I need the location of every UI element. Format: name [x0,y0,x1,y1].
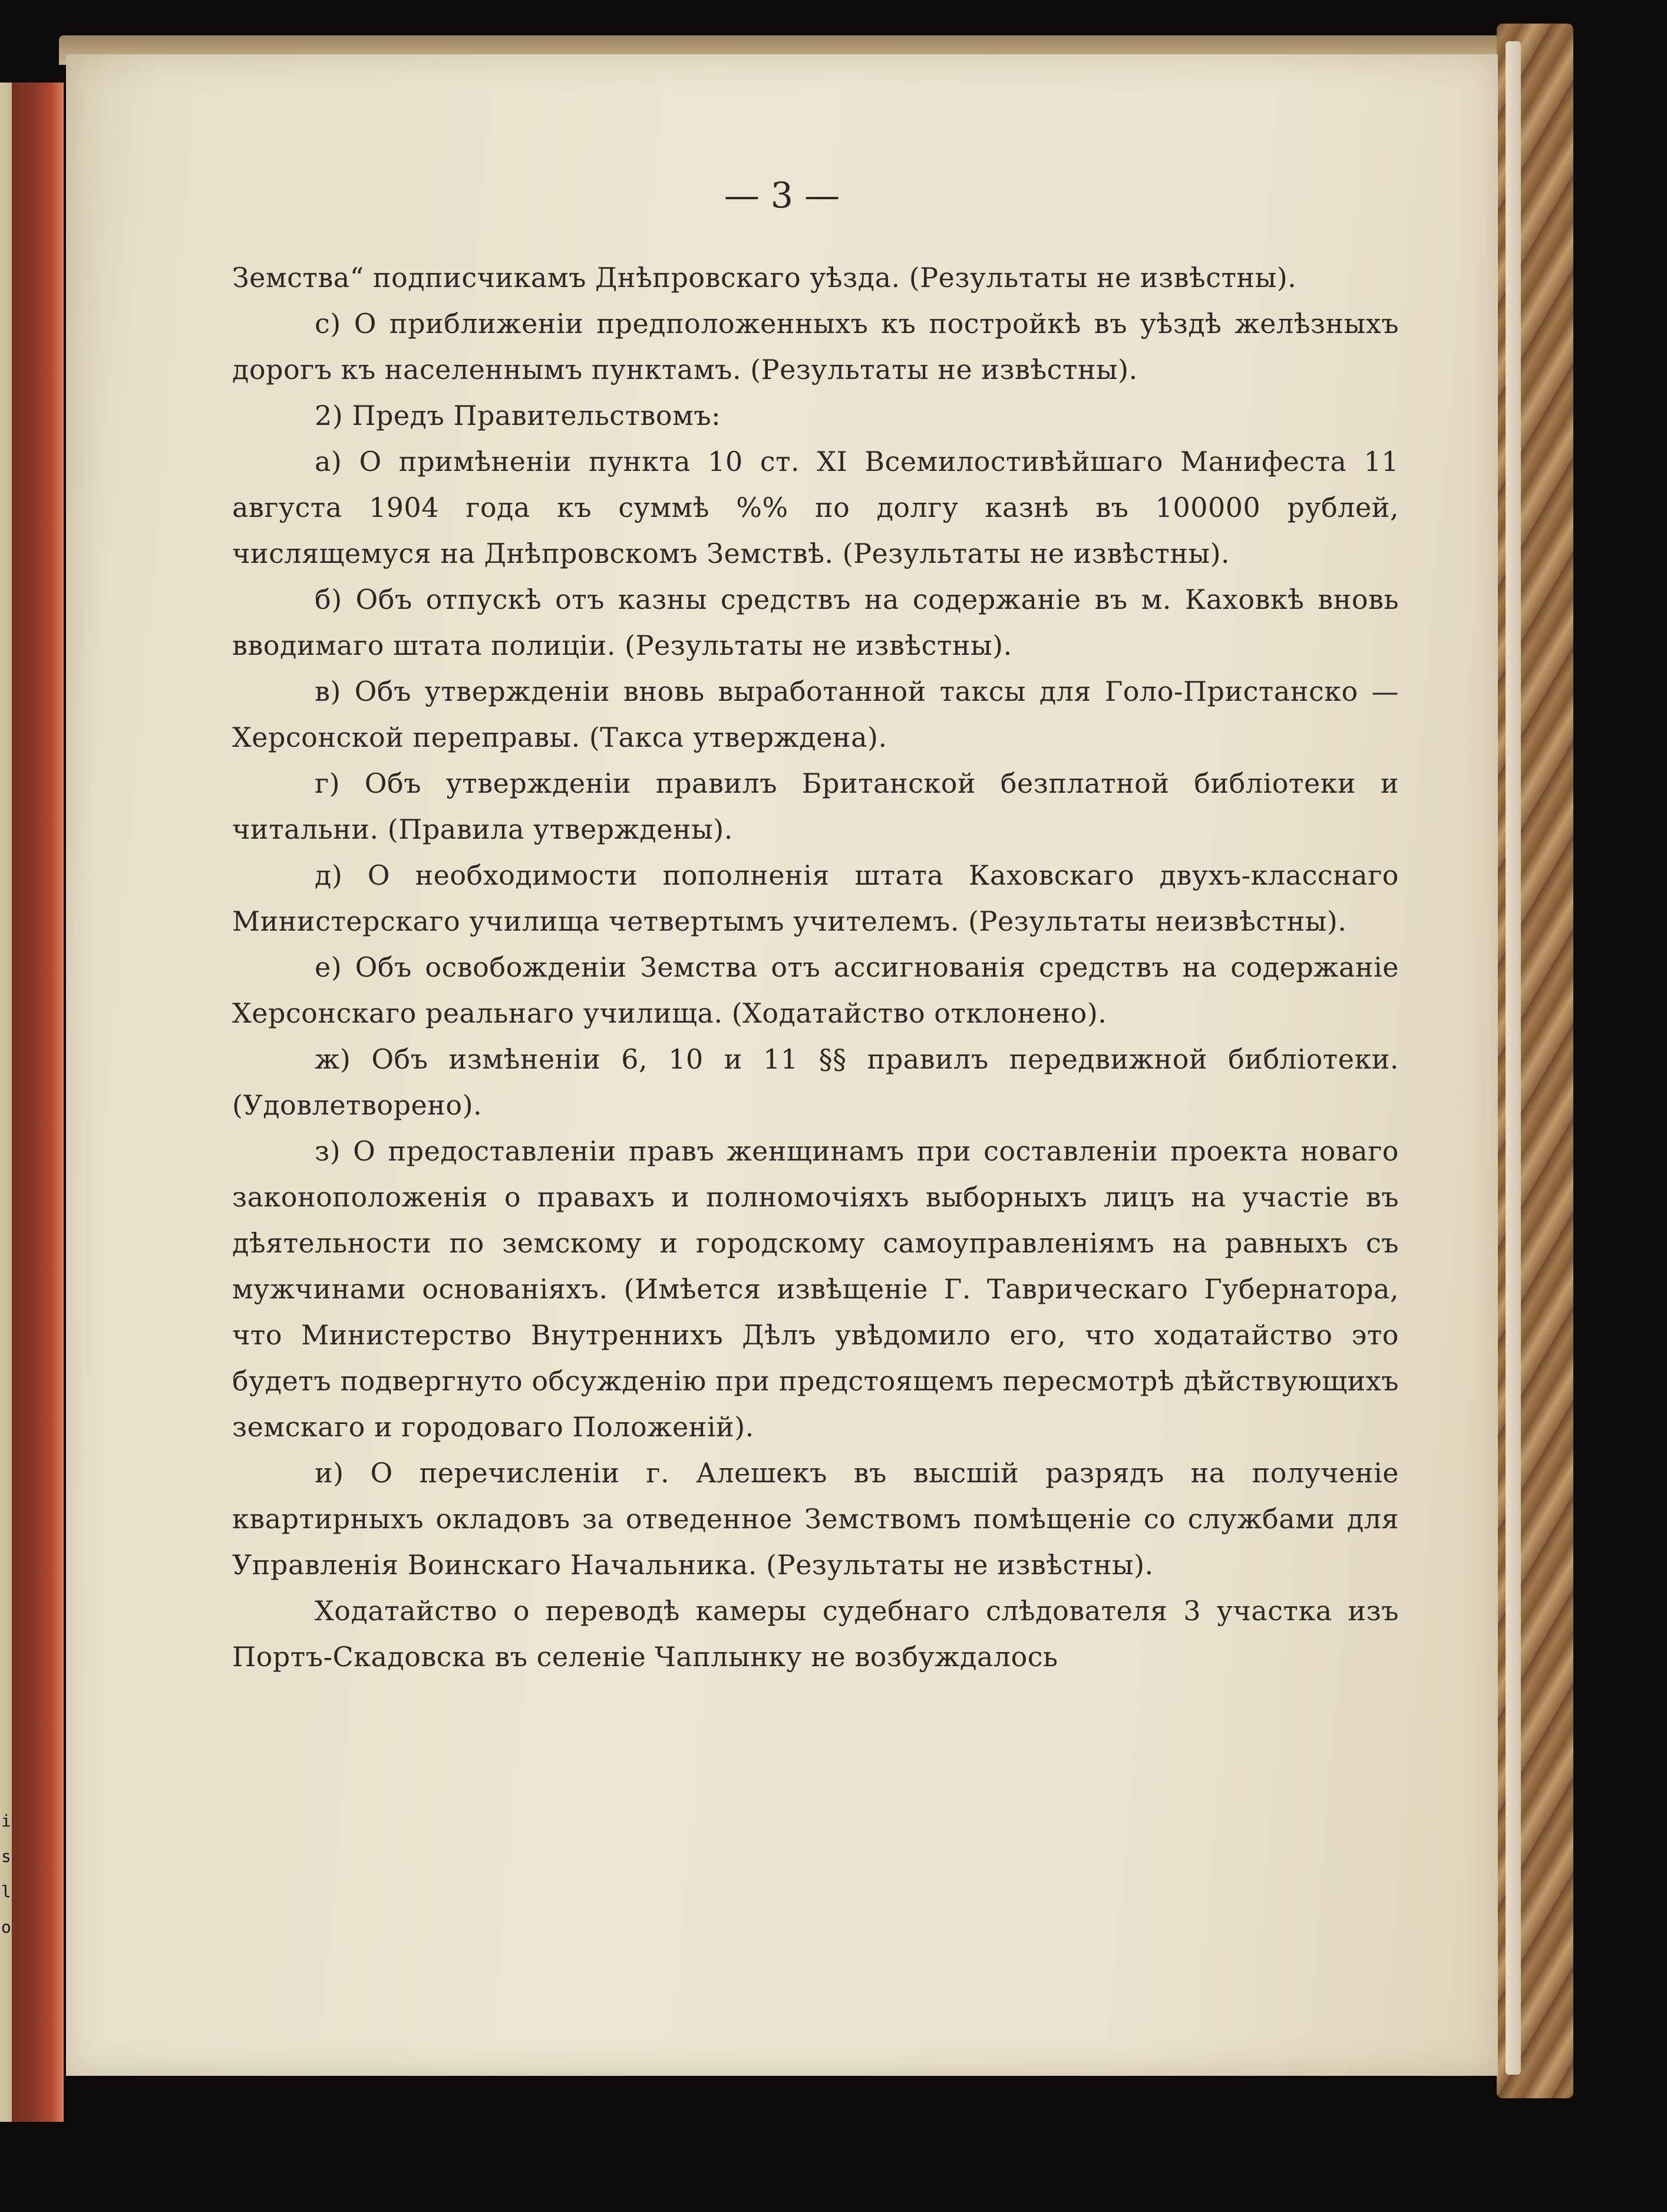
paragraph-item-a: а) О примѣненіи пункта 10 ст. XI Всемилостивѣйшаго Манифеста 11 августа 1904 года къ суммѣ %% по долгу казнѣ въ 100000 рублей, числящемуся на Днѣпровскомъ Земствѣ. (Результаты не извѣстны). [232,446,1399,569]
body-text [232,255,1399,1680]
paragraph-item-b: б) Объ отпускѣ отъ казны средствъ на содержаніе въ м. Каховкѣ вновь вводимаго штата полиціи. (Результаты не извѣстны). [232,584,1399,661]
left-mark: l [1,1882,11,1901]
page-number: — 3 — [724,175,840,216]
paragraph-item-z: з) О предоставленіи правъ женщинамъ при составленіи проекта новаго законоположенія о правахъ и полномочіяхъ выборныхъ лицъ на участіе въ дѣятельности по земскому и городскому самоуправленіямъ на равныхъ съ мужчинами основаніяхъ. (Имѣется извѣщеніе Г. Таврическаго Губернатора, что Министерство Внутреннихъ Дѣлъ увѣдомило его, что ходатайство это будетъ подвергнуто обсужденію при предстоящемъ пересмотрѣ дѣйствующихъ земскаго и городоваго Положеній). [232,1135,1399,1443]
paragraph-item-c: с) О приближеніи предположенныхъ къ постройкѣ въ уѣздѣ желѣзныхъ дорогъ къ населеннымъ пунктамъ. (Результаты не извѣстны). [232,308,1399,385]
left-margin-marks [1,1804,9,1945]
left-mark: o [1,1917,11,1937]
left-mark: s [1,1847,11,1866]
paragraph-item-i: и) О перечисленіи г. Алешекъ въ высшій разрядъ на полученіе квартирныхъ окладовъ за отведенное Земствомъ помѣщеніе со службами для Управленія Воинскаго Начальника. (Результаты не извѣстны). [232,1457,1399,1581]
paragraph-petition: Ходатайство о переводѣ камеры судебнаго слѣдователя 3 участка изъ Портъ-Скадовска въ селеніе Чаплынку не возбуждалось [232,1595,1399,1673]
book-page-stack [1506,41,1521,2075]
paragraph-item-g: г) Объ утвержденіи правилъ Британской безплатной библіотеки и читальни. (Правила утверждены). [232,767,1399,845]
paragraph-item-e: е) Объ освобожденіи Земства отъ ассигнованія средствъ на содержаніе Херсонскаго реальнаго училища. (Ходатайство отклонено). [232,951,1399,1029]
paragraph-item-v: в) Объ утвержденіи вновь выработанной таксы для Голо-Пристанско —Херсонской переправы. (Такса утверждена). [232,675,1399,753]
paragraph-item-d: д) О необходимости пополненія штата Каховскаго двухъ-класснаго Министерскаго училища четвертымъ учителемъ. (Результаты неизвѣстны). [232,859,1399,937]
section-heading-government: 2) Предъ Правительствомъ: [315,400,721,431]
left-mark: i [1,1811,11,1831]
paragraph-item-zh: ж) Объ измѣненіи 6, 10 и 11 §§ правилъ передвижной библіотеки. (Удовлетворено). [232,1043,1399,1121]
paragraph-continuation: Земства“ подписчикамъ Днѣпровскаго уѣзда. (Результаты не извѣстны). [232,262,1297,294]
document-page [66,54,1498,2076]
